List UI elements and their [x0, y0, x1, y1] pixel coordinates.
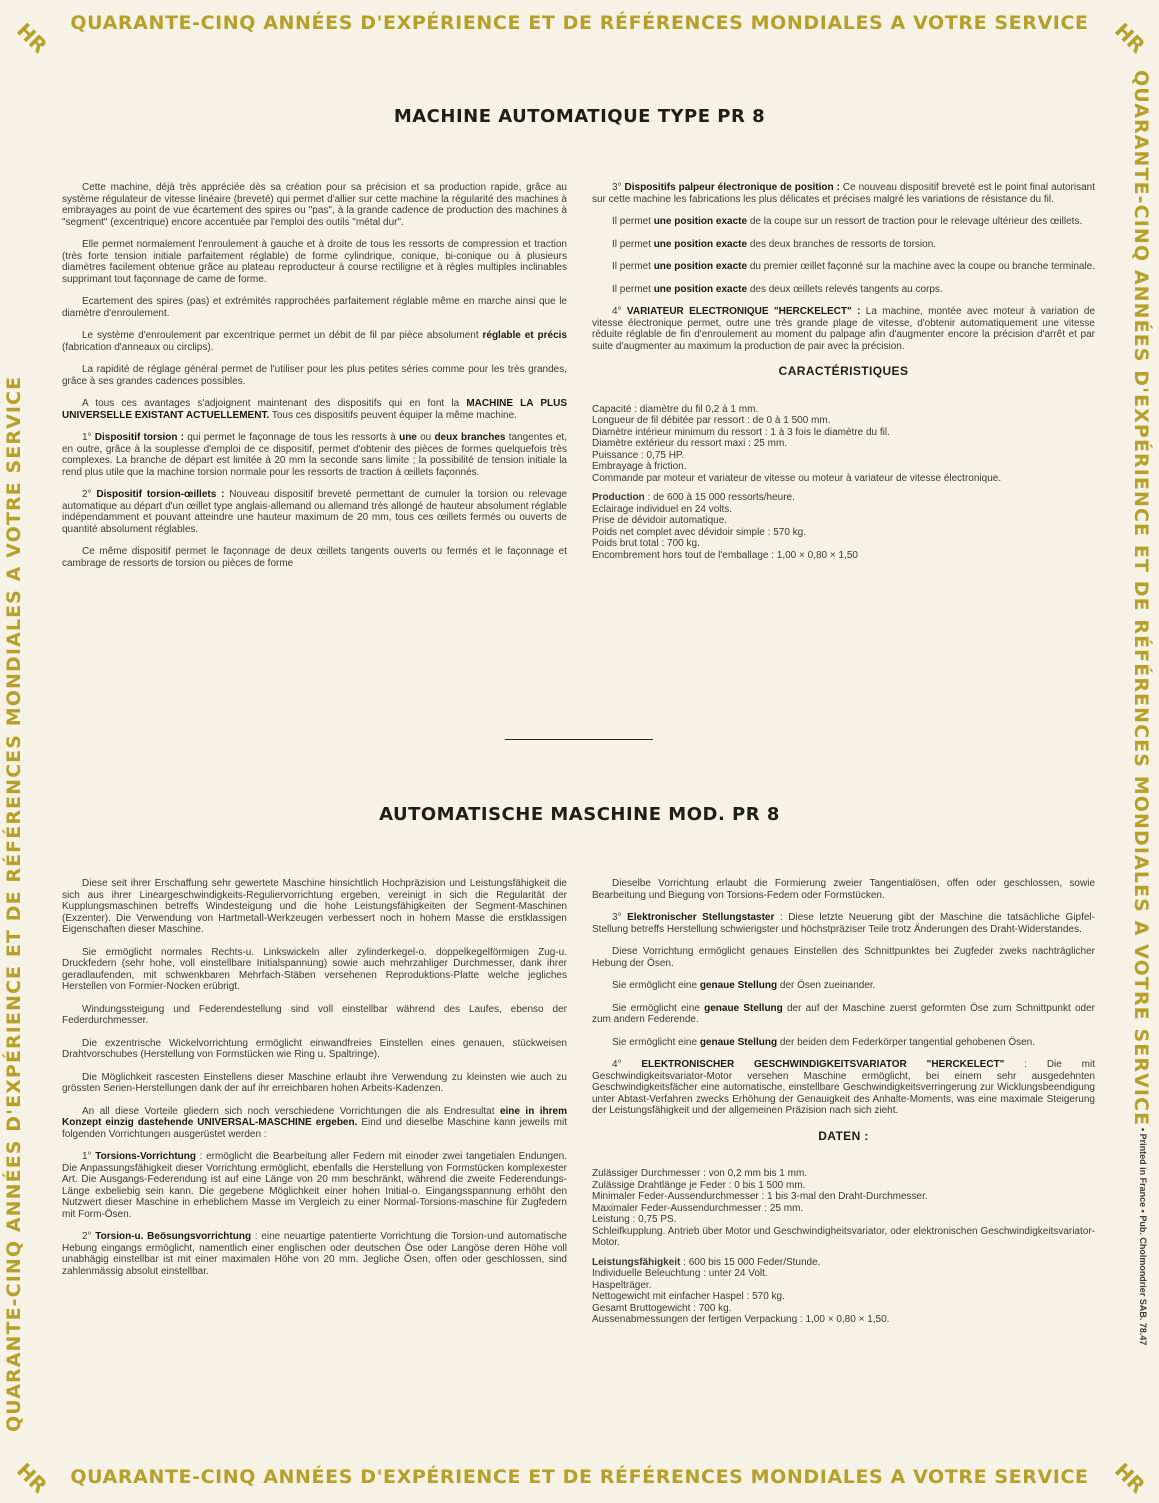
paragraph: Le système d'enroulement par excentrique permet un débit de fil par pièce absolument réglable et précis (fabrication d'anneaux ou circlips).	[62, 330, 567, 353]
paragraph: Diese seit ihrer Erschaffung sehr gewertete Maschine hinsichtlich Hochpräzision und Leistungsfähigkeit die sich aus ihrer Lineargeschwindigkeits-Reguliervorrichtung ergeben, vereinigt in sich die Regularität der Kupplungsmaschinen betreffs Windesteigung und die hohe Leistungsfähigkeiten der Segment-Maschinen (Exzenter). Die Verwendung von Hartmetall-Werkzeugen verbessert noch in hohem Masse die erstklassigen Eigenschaften dieser Maschine.	[62, 878, 567, 935]
french-right-column	[592, 182, 1095, 561]
paragraph: Sie ermöglicht normales Rechts-u. Linkswickeln aller zylinderkegel-o. doppelkegelförmigen Zug-u. Druckfedern (sehr hohe, voll einstellbare Initialspannung) sowie auch mehrzahliger Durchmesser, dank ihrer geradlaufenden, mit schwenkbaren Mehrfach-Stäben versehenen Reproduktions-Platte welche jegliches Herstellen von Formier-Nocken erübrigt.	[62, 946, 567, 992]
french-specs-heading: CARACTÉRISTIQUES	[778, 364, 909, 378]
spec-line: Individuelle Beleuchtung : unter 24 Volt.	[592, 1268, 768, 1279]
spec-line: Commande par moteur et variateur de vitesse ou moteur à variateur de vitesse électronique.	[592, 472, 1002, 484]
paragraph: An all diese Vorteile gliedern sich noch verschiedene Vorrichtungen die als Endresultat eine in ihrem Konzept einzig dastehende UNIVERSAL-MASCHINE ergeben. Eind und dieselbe Maschine kann jeweils mit folgenden Vorrichtungen ausgerüstet werden :	[62, 1105, 567, 1140]
spec-line: Prise de dévidoir automatique.	[592, 515, 728, 526]
bottom-banner: QUARANTE-CINQ ANNÉES D'EXPÉRIENCE ET DE RÉFÉRENCES MONDIALES A VOTRE SERVICE	[70, 1466, 1089, 1488]
german-right-paragraphs	[592, 878, 1095, 1117]
hr-logo-icon: HR	[1110, 1458, 1150, 1498]
spec-line: Poids net complet avec dévidoir simple : 570 kg.	[592, 526, 806, 538]
paragraph: Il permet une position exacte des deux œillets relevés tangents au corps.	[612, 283, 943, 295]
french-specs-list-2	[592, 492, 1095, 561]
spec-line: Schleifkupplung. Antrieb über Motor und Geschwindigheitsvariator, oder elektronischen Geschwindigkeitsvariator-Motor.	[592, 1225, 1095, 1248]
spec-line: Diamètre intérieur minimum du ressort : 1 à 3 fois le diamètre du fil.	[592, 426, 890, 438]
paragraph: La rapidité de réglage général permet de l'utiliser pour les plus petites séries comme pour les très grandes, grâce à ses grandes cadences possibles.	[62, 364, 567, 387]
spec-line: Gesamt Bruttogewicht : 700 kg.	[592, 1302, 732, 1314]
paragraph: A tous ces avantages s'adjoignent maintenant des dispositifs qui en font la MACHINE LA PLUS UNIVERSELLE EXISTANT ACTUELLEMENT. Tous ces dispositifs peuvent équiper la même machine.	[62, 398, 567, 421]
paragraph: Ecartement des spires (pas) et extrémités rapprochées parfaitement réglable même en marche ainsi que le diamètre d'enroulement.	[62, 296, 567, 319]
paragraph: 1° Dispositif torsion : qui permet le façonnage de tous les ressorts à une ou deux branches tangentes et, en outre, grâce à la souplesse d'emploi de ce dispositif, permet d'obtenir des pièces de formes quelquefois très complexes. La branche de départ est limitée à 20 mm la seconde sans limite ; la possibilité de tension initiale la rend plus utile que la machine torsion normale pour les ressorts de traction à œillets façonnés.	[62, 432, 567, 478]
german-specs-list-2	[592, 1257, 1095, 1326]
paragraph: 4° VARIATEUR ELECTRONIQUE "HERCKELECT" : La machine, montée avec moteur à variation de vitesse électronique permet, outre une très grande plage de vitesse, d'obtenir automatiquement une vitesse réduite réglable de fin d'enroulement au moment du palpage afin d'augmenter encore la précision d'arrêt et par suite d'augmenter au maximum la production de pair avec la précision.	[592, 306, 1096, 352]
french-title: MACHINE AUTOMATIQUE TYPE PR 8	[393, 106, 766, 127]
spec-line: Diamètre extérieur du ressort maxi : 25 mm.	[592, 438, 788, 449]
spec-line: Leistung : 0,75 PS.	[592, 1214, 677, 1225]
paragraph: Die Möglichkeit rascesten Einstellens dieser Maschine erlaubt ihre Verwendung zu kleinsten wie auch zu grössten Serien-Herstellungen dank der auf ihr erreichbaren hohen Arbeits-Kadenzen.	[62, 1071, 567, 1094]
paragraph: 2° Dispositif torsion-œillets : Nouveau dispositif breveté permettant de cumuler la torsion ou relevage automatique au départ d'un œillet type anglais-allemand ou allemand très allongé de hauteur absolument réglable indépendamment et pouvant atteindre une hauteur maximum de 20 mm, tous ces œillets fermés ou ouverts de quantité absolument réglables.	[62, 489, 567, 535]
paragraph: 1° Torsions-Vorrichtung : ermöglicht die Bearbeitung aller Federn mit einoder zwei tangetialen Endungen. Die Anpassungsfähigkeit dieser Vorrichtung ermöglicht, ebenfalls die Herstellung von Formstücken komplexester Art. Die Ausgangs-Federendung ist auf eine Länge von 20 mm beschränkt, während die zweite Federendungs-Länge exbeliebig sein kann. Die gegebene Möglichkeit einer hohen Initial-o. Eingangsspannung erhöht den Nutzwert dieser Maschine in erheblichem Masse im Vergleich zu einer Normal-Torsions-maschine für Zugfedern mit Form-Ösen.	[62, 1151, 568, 1220]
spec-line: Haspelträger.	[592, 1279, 652, 1291]
spec-line: Longueur de fil débitée par ressort : de 0 à 1 500 mm.	[592, 415, 831, 426]
top-banner: QUARANTE-CINQ ANNÉES D'EXPÉRIENCE ET DE RÉFÉRENCES MONDIALES A VOTRE SERVICE	[70, 12, 1089, 34]
paragraph: Sie ermöglicht eine genaue Stellung der Ösen zueinander.	[612, 980, 876, 991]
spec-line: Encombrement hors tout de l'emballage : 1,00 × 0,80 × 1,50	[592, 549, 858, 561]
german-title: AUTOMATISCHE MASCHINE MOD. PR 8	[379, 804, 780, 825]
spec-line: Zulässiger Durchmesser : von 0,2 mm bis 1 mm.	[592, 1168, 808, 1179]
paragraph: Il permet une position exacte du premier œillet façonné sur la machine avec la coupe ou branche terminale.	[612, 261, 1096, 272]
spec-line: Minimaler Feder-Aussendurchmesser : 1 bis 3-mal den Draht-Durchmesser.	[592, 1191, 928, 1202]
spec-line: Zulässige Drahtlänge je Feder : 0 bis 1 500 mm.	[592, 1179, 806, 1191]
paragraph: Sie ermöglicht eine genaue Stellung der auf der Maschine zuerst geformten Öse zum Schnittpunkt oder zum andern Federende.	[592, 1002, 1095, 1025]
paragraph: 4° ELEKTRONISCHER GESCHWINDIGKEITSVARIATOR "HERCKELECT" : Die mit Geschwindigkeitsvariator-Motor versehen Maschine ermöglicht, bei einem sehr ausgedehnten Geschwindigkeitsfächer eine automatische, einstellbare Geschwindigkeitsverringerung zur Wicklungsbeendigung unter Abtast-Verfahren zwecks Erhöhung der Genauigkeit des Anhalte-Moments, was eine maximale Steigerung der Leistungsfähigkeit und der allgemeinen Präzision nach sich zieht.	[592, 1059, 1095, 1116]
spec-line: Production : de 600 à 15 000 ressorts/heure.	[592, 492, 795, 503]
paragraph: Il permet une position exacte de la coupe sur un ressort de traction pour le relevage ultérieur des œillets.	[612, 216, 1083, 227]
paragraph: Elle permet normalement l'enroulement à gauche et à droite de tous les ressorts de compression et traction (très forte tension initiale parfaitement réglable) de forme cylindrique, conique, bi-conique ou à plusieurs diamètres facilement obtenue grâce au plateau reproducteur à course rectiligne et à règles multiples inclinables supprimant tout façonnage de came de forme.	[62, 239, 567, 285]
paragraph: Windungssteigung und Federendestellung sind voll einstellbar während des Laufes, ebenso der Federdurchmesser.	[62, 1003, 567, 1026]
spec-line: Aussenabmessungen der fertigen Verpackung : 1,00 × 0,80 × 1,50.	[592, 1314, 890, 1325]
section-divider	[505, 739, 653, 740]
spec-line: Leistungsfähigkeit : 600 bis 15 000 Feder/Stunde.	[592, 1256, 821, 1268]
german-left-column	[62, 878, 567, 1288]
hr-logo-icon: HR	[12, 1458, 52, 1498]
paragraph: Diese Vorrichtung ermöglicht genaues Einstellen des Schnittpunktes bei Zugfeder zweks nachträglicher Hebung der Ösen.	[592, 946, 1095, 969]
french-left-column	[62, 182, 567, 580]
paragraph: Die exzentrische Wickelvorrichtung ermöglicht einwandfreies Einstellen eines genauen, stückweisen Drahtvorschubes (Herstellung von Formstücken wie Ring u. Spaltringe).	[62, 1037, 567, 1060]
paragraph: Cette machine, déjà très appréciée dès sa création pour sa précision et sa production rapide, grâce au système régulateur de vitesse linéaire (breveté) qui permet d'allier sur cette machine la régularité des machines à embrayages au point de vue écartement des spires ou "pas", à la grande cadence de production des machines à "segment" (excentrique) encore accentuée par l'emploi des outils "métal dur".	[62, 182, 567, 228]
paragraph: Dieselbe Vorrichtung erlaubt die Formierung zweier Tangentialösen, offen oder geschlossen, sowie Bearbeitung und Biegung von Torsions-Federn oder Formstücken.	[592, 878, 1095, 901]
paragraph: 3° Dispositifs palpeur électronique de position : Ce nouveau dispositif breveté est le point final autorisant sur cette machine les fabrications les plus délicates et précises malgré les variations de résistance du fil.	[592, 182, 1096, 205]
printer-credit: • Printed in France • Pub. Cholmondrier SAB. 78.47	[1138, 1128, 1148, 1346]
spec-line: Maximaler Feder-Aussendurchmesser : 25 mm.	[592, 1202, 804, 1214]
right-banner: QUARANTE-CINQ ANNÉES D'EXPÉRIENCE ET DE RÉFÉRENCES MONDIALES A VOTRE SERVICE	[1130, 70, 1152, 1127]
paragraph: Il permet une position exacte des deux branches de ressorts de torsion.	[612, 238, 937, 250]
hr-logo-icon: HR	[12, 18, 52, 58]
french-right-paragraphs	[592, 182, 1095, 352]
spec-line: Embrayage à friction.	[592, 461, 687, 472]
german-left-paragraphs	[62, 878, 567, 1277]
spec-line: Nettogewicht mit einfacher Haspel : 570 kg.	[592, 1291, 785, 1302]
german-right-column	[592, 878, 1095, 1326]
french-left-paragraphs	[62, 182, 567, 569]
left-banner: QUARANTE-CINQ ANNÉES D'EXPÉRIENCE ET DE RÉFÉRENCES MONDIALES A VOTRE SERVICE	[3, 375, 25, 1432]
spec-line: Capacité : diamètre du fil 0,2 à 1 mm.	[592, 403, 759, 415]
german-specs-list	[592, 1168, 1095, 1249]
paragraph: 2° Torsion-u. Beösungsvorrichtung : eine neuartige patentierte Vorrichtung die Torsion-und automatische Hebung eingangs ermöglicht, namentlich einer englischen oder deutschen Öse oder Langöse deren Höhe voll unabhägig einstellbar ist mit einer maximalen Höhe von 20 mm. Jegliche Ösen, offen oder geschlossen, sind zahlenmässig absolut einstellbar.	[62, 1231, 567, 1277]
paragraph: Ce même dispositif permet le façonnage de deux œillets tangents ouverts ou fermés et le façonnage et cambrage de ressorts de torsion ou pièces de forme	[62, 546, 567, 569]
spec-line: Puissance : 0,75 HP.	[592, 449, 685, 461]
hr-logo-icon: HR	[1110, 18, 1150, 58]
spec-line: Poids brut total : 700 kg.	[592, 538, 700, 549]
paragraph: Sie ermöglicht eine genaue Stellung der beiden dem Federkörper tangential gehobenen Ösen.	[612, 1036, 1036, 1048]
paragraph: 3° Elektronischer Stellungstaster : Diese letzte Neuerung gibt der Maschine die tatsächliche Gipfel-Stellung betreffs Herstellung schwierigster und höchstpräziser Teile trotz Änderungen des Draht-Widerstandes.	[592, 912, 1095, 935]
spec-line: Eclairage individuel en 24 volts.	[592, 503, 733, 515]
french-specs-list	[592, 404, 1095, 485]
german-specs-heading: DATEN :	[818, 1128, 869, 1143]
